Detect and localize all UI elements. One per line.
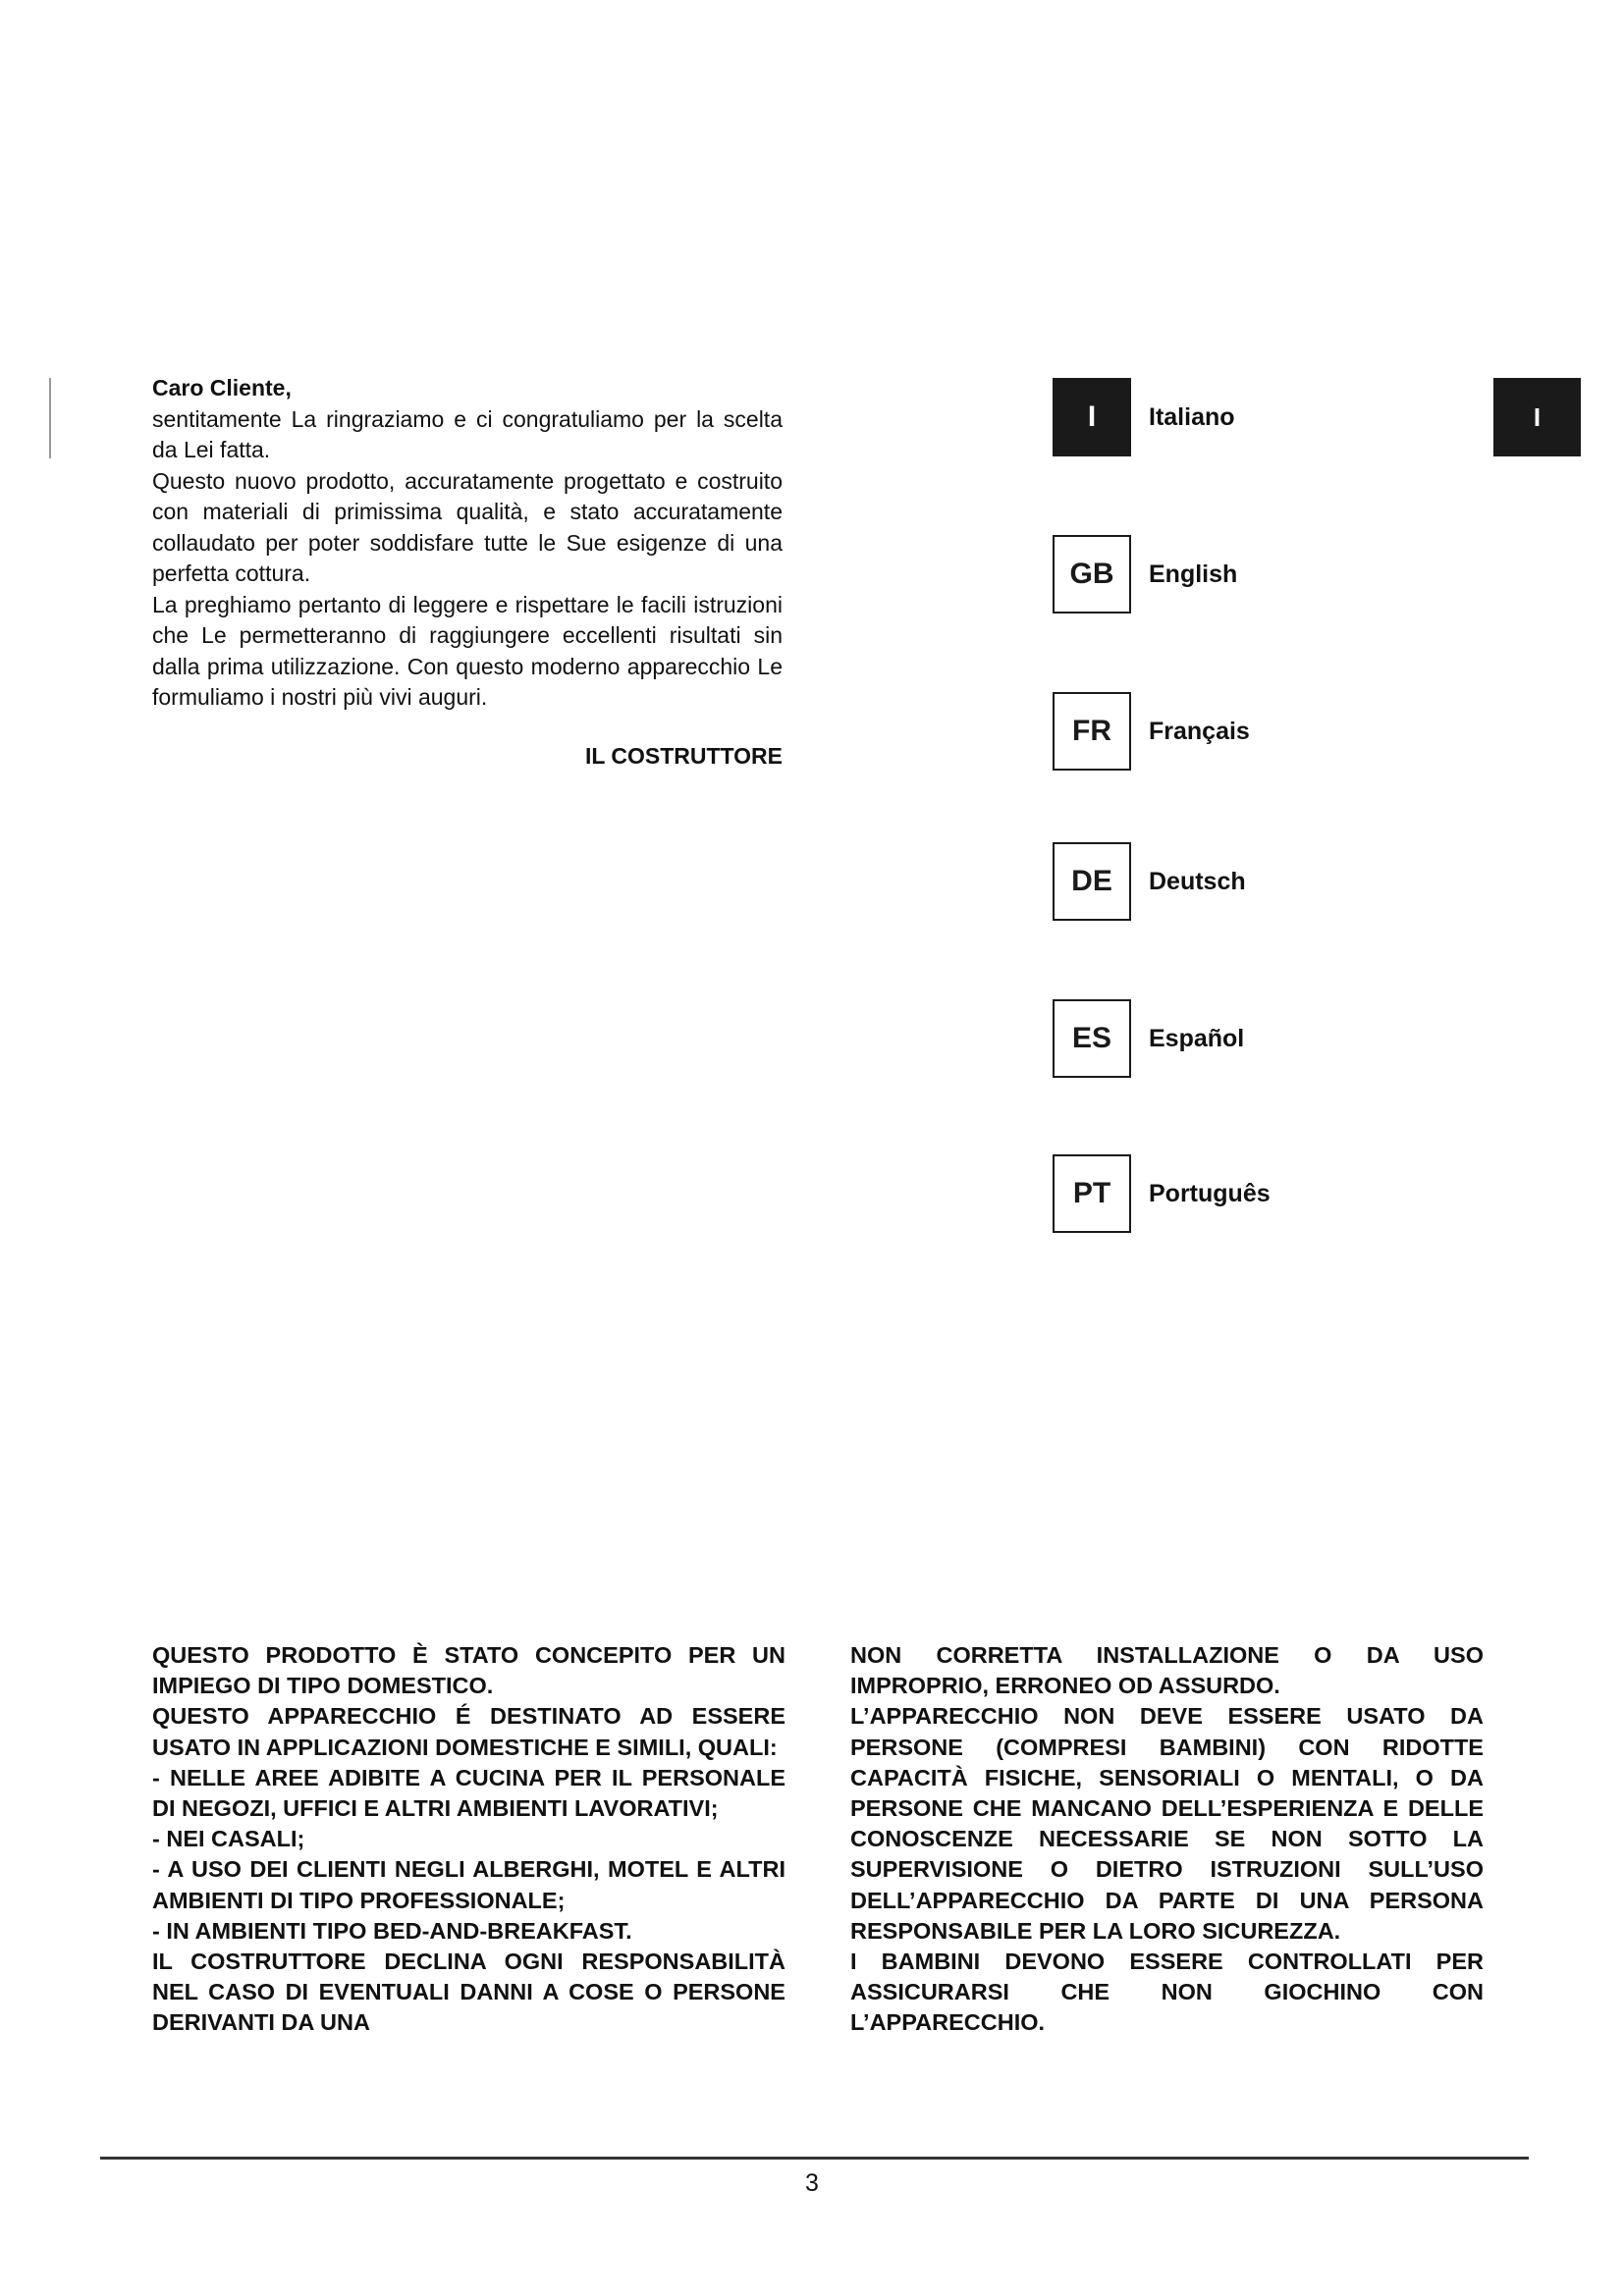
language-name: Português: [1149, 1179, 1271, 1207]
notice-paragraph: - IN AMBIENTI TIPO BED-AND-BREAKFAST.: [152, 1917, 632, 1944]
language-code-badge: ES: [1053, 999, 1131, 1078]
intro-paragraph: Questo nuovo prodotto, accuratamente progettato e costruito con materiali di primissima qualità, e stato accuratamente collaudato per poter soddisfare tutte le Sue esigenze di una perfetta cottura.: [152, 467, 783, 586]
notice-paragraph: QUESTO APPARECCHIO É DESTINATO AD ESSERE USATO IN APPLICAZIONI DOMESTICHE E SIMILI, QUALI:: [152, 1703, 785, 1760]
notice-paragraph: - NELLE AREE ADIBITE A CUCINA PER IL PERSONALE DI NEGOZI, UFFICI E ALTRI AMBIENTI LAVORATIVI;: [152, 1764, 785, 1822]
notice-paragraph: - NEI CASALI;: [152, 1826, 305, 1852]
language-name: Deutsch: [1149, 867, 1246, 895]
notice-paragraph: I BAMBINI DEVONO ESSERE CONTROLLATI PER ASSICURARSI CHE NON GIOCHINO CON L’APPARECCHIO.: [850, 1949, 1484, 2036]
language-name: Français: [1149, 717, 1250, 745]
language-item-pt[interactable]: [1053, 1154, 1271, 1233]
intro-paragraph: La preghiamo pertanto di leggere e rispettare le facili istruzioni che Le permetteranno di raggiungere eccellenti risultati sin dalla prima utilizzazione. Con questo moderno apparecchio Le formuliamo i nostri più vivi auguri.: [152, 591, 783, 710]
intro-paragraph: sentitamente La ringraziamo e ci congratuliamo per la scelta da Lei fatta.: [152, 405, 783, 462]
language-item-es[interactable]: [1053, 999, 1244, 1078]
intro-letter: [152, 373, 783, 772]
section-thumb-tab: I: [1493, 378, 1581, 456]
page-number: 3: [805, 2169, 819, 2197]
language-item-gb[interactable]: [1053, 535, 1237, 614]
language-item-fr[interactable]: [1053, 692, 1250, 771]
greeting: Caro Cliente,: [152, 375, 292, 400]
language-code-badge: FR: [1053, 692, 1131, 771]
language-name: Español: [1149, 1024, 1245, 1052]
language-item-it[interactable]: [1053, 378, 1235, 456]
notice-paragraph: NON CORRETTA INSTALLAZIONE O DA USO IMPROPRIO, ERRONEO OD ASSURDO.: [850, 1642, 1484, 1699]
notice-paragraph: IL COSTRUTTORE DECLINA OGNI RESPONSABILITÀ NEL CASO DI EVENTUALI DANNI A COSE O PERSONE DERIVANTI DA UNA: [152, 1949, 785, 2036]
safety-notice-column-1: [152, 1640, 785, 2039]
notice-paragraph: L’APPARECCHIO NON DEVE ESSERE USATO DA PERSONE (COMPRESI BAMBINI) CON RIDOTTE CAPACITÀ FISICHE, SENSORIALI O MENTALI, O DA PERSONE CHE MANCANO DELL’ESPERIENZA E DELLE CONOSCENZE NECESSARIE SE NON SOTTO LA SUPERVISIONE O DIETRO ISTRUZIONI SULL’USO DELL’APPARECCHIO DA PARTE DI UNA PERSONA RESPONSABILE PER LA LORO SICUREZZA.: [850, 1703, 1484, 1944]
language-name: English: [1149, 560, 1238, 588]
language-code-badge: I: [1053, 378, 1131, 456]
safety-notice-column-2: [850, 1640, 1484, 2039]
language-name: Italiano: [1149, 402, 1235, 431]
notice-paragraph: - A USO DEI CLIENTI NEGLI ALBERGHI, MOTEL E ALTRI AMBIENTI DI TIPO PROFESSIONALE;: [152, 1856, 785, 1913]
margin-mark: [49, 378, 51, 458]
language-item-de[interactable]: [1053, 842, 1246, 921]
language-code-badge: DE: [1053, 842, 1131, 921]
language-code-badge: PT: [1053, 1154, 1131, 1233]
language-code-badge: GB: [1053, 535, 1131, 614]
notice-paragraph: QUESTO PRODOTTO È STATO CONCEPITO PER UN IMPIEGO DI TIPO DOMESTICO.: [152, 1642, 785, 1699]
footer-divider: [100, 2157, 1529, 2160]
signature: IL COSTRUTTORE: [584, 742, 783, 769]
